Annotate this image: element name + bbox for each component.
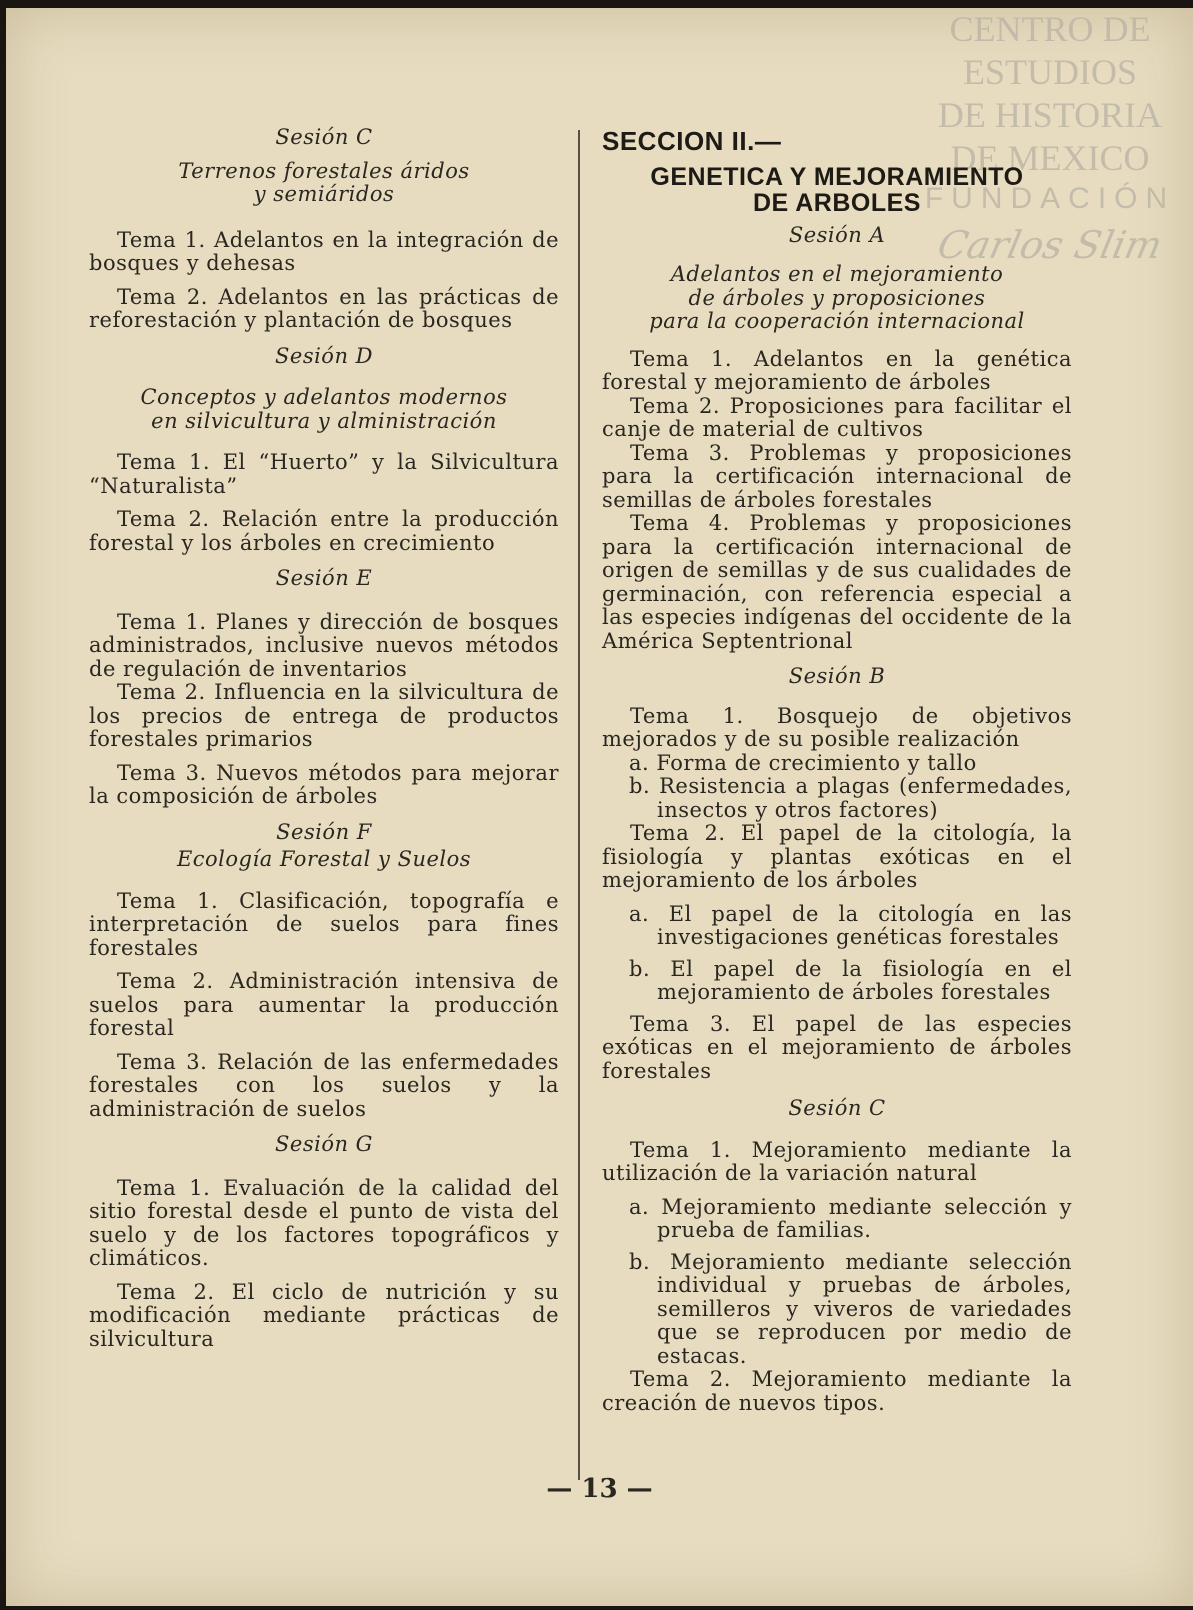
topic-paragraph: Tema 2. Relación entre la producción forestal y los árboles en crecimiento [89,507,559,555]
topic-paragraph: Tema 2. El papel de la citología, la fisiología y plantas exóticas en el mejoramiento de los árboles [602,821,1072,892]
session-heading: Sesión D [275,343,373,368]
session-heading: Sesión E [275,566,373,590]
watermark-line: CENTRO DE [949,9,1151,49]
topic-paragraph: Tema 1. Planes y dirección de bosques administrados, inclusive nuevos métodos de regulación de inventarios [89,609,559,681]
topic-paragraph: Tema 2. Proposiciones para facilitar el canje de material de cultivos [602,393,1072,441]
section-title: DE ARBOLES [753,188,921,217]
topic-paragraph: Tema 1. Adelantos en la integración de bosques y dehesas [89,227,559,275]
topic-paragraph: Tema 1. El “Huerto” y la Silvicultura “Naturalista” [89,450,559,498]
section-title: GENETICA Y MEJORAMIENTO [650,162,1024,191]
watermark-line: DE MEXICO [950,138,1150,178]
left-column [89,126,559,1361]
session-subtitle: Adelantos en el mejoramiento [670,262,1004,286]
page-number: — 13 — [546,1474,653,1504]
topic-paragraph: Tema 2. Mejoramiento mediante la creación de nuevos tipos. [602,1367,1072,1415]
watermark-fundacion: FUNDACIÓN [924,182,1176,215]
session-subtitle: para la cooperación internacional [649,309,1025,333]
column-divider [578,130,580,1480]
topic-paragraph: Tema 3. El papel de las especies exóticas en el mejoramiento de árboles forestales [602,1011,1072,1083]
list-item: a. El papel de la citología en las investigaciones genéticas forestales [629,901,1072,949]
list-item: a. Forma de crecimiento y tallo [629,750,977,775]
topic-paragraph: Tema 3. Nuevos métodos para mejorar la composición de árboles [89,760,559,808]
topic-paragraph: Tema 1. Evaluación de la calidad del sitio forestal desde el punto de vista del suelo y de los factores topográficos y climáticos. [89,1175,559,1270]
session-subtitle: Ecología Forestal y Suelos [176,847,472,871]
topic-paragraph: Tema 3. Relación de las enfermedades forestales con los suelos y la administración de suelos [89,1049,559,1121]
watermark-line: ESTUDIOS [962,52,1137,92]
topic-paragraph: Tema 3. Problemas y proposiciones para la certificación internacional de semillas de árboles forestales [602,440,1072,512]
watermark-line: DE HISTORIA [937,95,1163,135]
session-heading: Sesión A [788,222,886,247]
list-item: b. Resistencia a plagas (enfermedades, insectos y otros factores) [629,774,1072,822]
session-subtitle: en silvicultura y alministración [151,408,497,433]
topic-paragraph: Tema 1. Bosquejo de objetivos mejorados y de su posible realización [602,703,1072,751]
session-subtitle: Conceptos y adelantos modernos [140,385,508,409]
topic-paragraph: Tema 2. Influencia en la silvicultura de los precios de entrega de productos forestales primarios [89,680,559,751]
list-item: a. Mejoramiento mediante selección y prueba de familias. [629,1194,1072,1242]
session-heading: Sesión C [275,125,373,149]
session-subtitle: Terrenos forestales áridos [178,158,470,183]
session-subtitle: de árboles y proposiciones [688,285,986,310]
list-item: b. El papel de la fisiología en el mejoramiento de árboles forestales [629,956,1072,1004]
list-item: b. Mejoramiento mediante selección individual y pruebas de árboles, semilleros y viveros de variedades que se reproducen por medio de estacas. [629,1249,1072,1368]
topic-paragraph: Tema 2. Administración intensiva de suelos para aumentar la producción forestal [89,969,559,1040]
session-heading: Sesión B [788,664,886,688]
topic-paragraph: Tema 4. Problemas y proposiciones para la certificación internacional de origen de semillas y de sus cualidades de germinación, con referencia especial a las especies indígenas del occidente de la América Septentrional [602,511,1072,653]
document-page [6,8,1193,1606]
right-column [602,126,1072,1425]
section-label: SECCION II.— [602,126,782,156]
session-heading: Sesión G [275,1132,373,1156]
topic-paragraph: Tema 1. Clasificación, topografía e interpretación de suelos para fines forestales [89,888,559,960]
topic-paragraph: Tema 2. Adelantos en las prácticas de reforestación y plantación de bosques [89,284,559,332]
topic-paragraph: Tema 1. Adelantos en la genética forestal y mejoramiento de árboles [602,346,1072,394]
session-heading: Sesión C [788,1096,886,1120]
topic-paragraph: Tema 2. El ciclo de nutrición y su modificación mediante prácticas de silvicultura [89,1279,559,1351]
session-subtitle: y semiáridos [253,182,395,206]
watermark-signature: Carlos Slim [933,223,1167,267]
topic-paragraph: Tema 1. Mejoramiento mediante la utilización de la variación natural [602,1137,1072,1185]
session-heading: Sesión F [276,819,372,844]
